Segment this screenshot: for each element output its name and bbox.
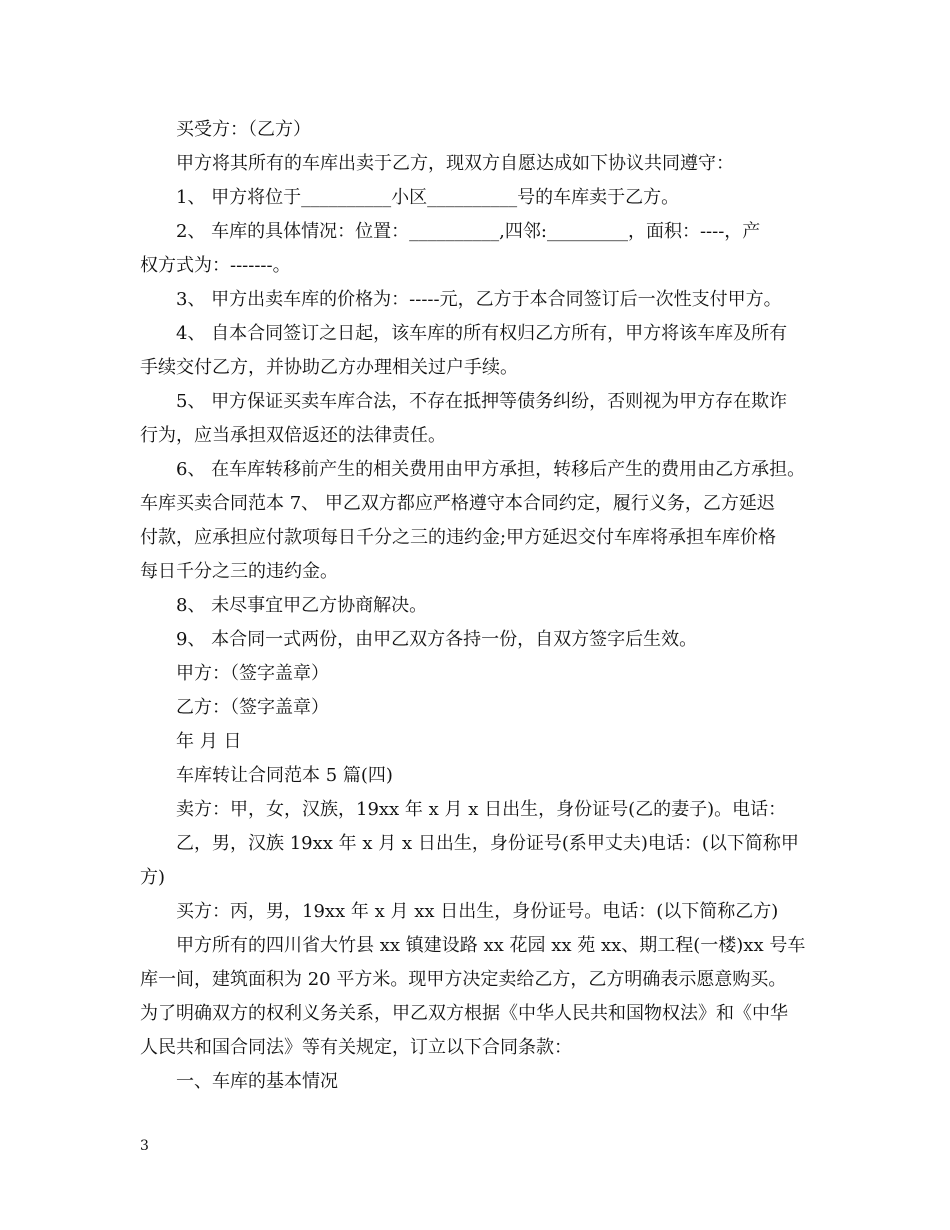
text-line: 车库买卖合同范本 7、 甲乙双方都应严格遵守本合同约定，履行义务，乙方延迟: [140, 493, 775, 514]
text-line: 3、 甲方出卖车库的价格为：-----元，乙方于本合同签订后一次性支付甲方。: [176, 289, 782, 310]
page-number: 3: [140, 1138, 149, 1154]
text-line: 甲方：（签字盖章）: [176, 663, 329, 684]
text-line: 方): [140, 867, 166, 888]
text-line: 行为，应当承担双倍返还的法律责任。: [140, 425, 446, 446]
text-line: 为了明确双方的权利义务关系，甲乙双方根据《中华人民共和国物权法》和《中华: [140, 1003, 788, 1024]
text-line: 年 月 日: [176, 731, 242, 752]
text-line: 乙方：（签字盖章）: [176, 697, 329, 718]
text-line: 一、车库的基本情况: [176, 1071, 338, 1092]
text-line: 卖方：甲，女，汉族，19xx 年 x 月 x 日出生，身份证号(乙的妻子)。电话：: [176, 799, 787, 820]
text-line: 每日千分之三的违约金。: [140, 561, 338, 582]
text-line: 乙，男，汉族 19xx 年 x 月 x 日出生，身份证号(系甲丈夫)电话：(以下简称甲: [176, 833, 799, 854]
text-line: 8、 未尽事宜甲乙方协商解决。: [176, 595, 428, 616]
text-line: 甲方将其所有的车库出卖于乙方，现双方自愿达成如下协议共同遵守：: [176, 153, 734, 174]
text-line: 付款，应承担应付款项每日千分之三的违约金;甲方延迟交付车库将承担车库价格: [140, 527, 777, 548]
text-line: 4、 自本合同签订之日起，该车库的所有权归乙方所有，甲方将该车库及所有: [176, 323, 788, 344]
document-body: [140, 113, 820, 1099]
text-line: 2、 车库的具体情况：位置：__________,四邻:_________，面积：----，产: [176, 221, 761, 242]
text-line: 手续交付乙方，并协助乙方办理相关过户手续。: [140, 357, 518, 378]
text-line: 甲方所有的四川省大竹县 xx 镇建设路 xx 花园 xx 苑 xx、期工程(一楼)xx 号车: [176, 935, 806, 956]
text-line: 权方式为：-------。: [140, 255, 291, 276]
text-line: 买方：丙，男，19xx 年 x 月 xx 日出生，身份证号。电话：(以下简称乙方): [176, 901, 779, 922]
text-line: 6、 在车库转移前产生的相关费用由甲方承担，转移后产生的费用由乙方承担。: [176, 459, 806, 480]
text-line: 1、 甲方将位于__________小区__________号的车库卖于乙方。: [176, 187, 680, 208]
text-line: 9、 本合同一式两份，由甲乙双方各持一份，自双方签字后生效。: [176, 629, 698, 650]
text-line: 人民共和国合同法》等有关规定，订立以下合同条款：: [140, 1037, 572, 1058]
text-line: 车库转让合同范本 5 篇(四): [176, 765, 393, 786]
text-line: 买受方：（乙方）: [176, 119, 311, 140]
text-line: 5、 甲方保证买卖车库合法，不存在抵押等债务纠纷，否则视为甲方存在欺诈: [176, 391, 788, 412]
text-line: 库一间，建筑面积为 20 平方米。现甲方决定卖给乙方，乙方明确表示愿意购买。: [140, 969, 787, 990]
